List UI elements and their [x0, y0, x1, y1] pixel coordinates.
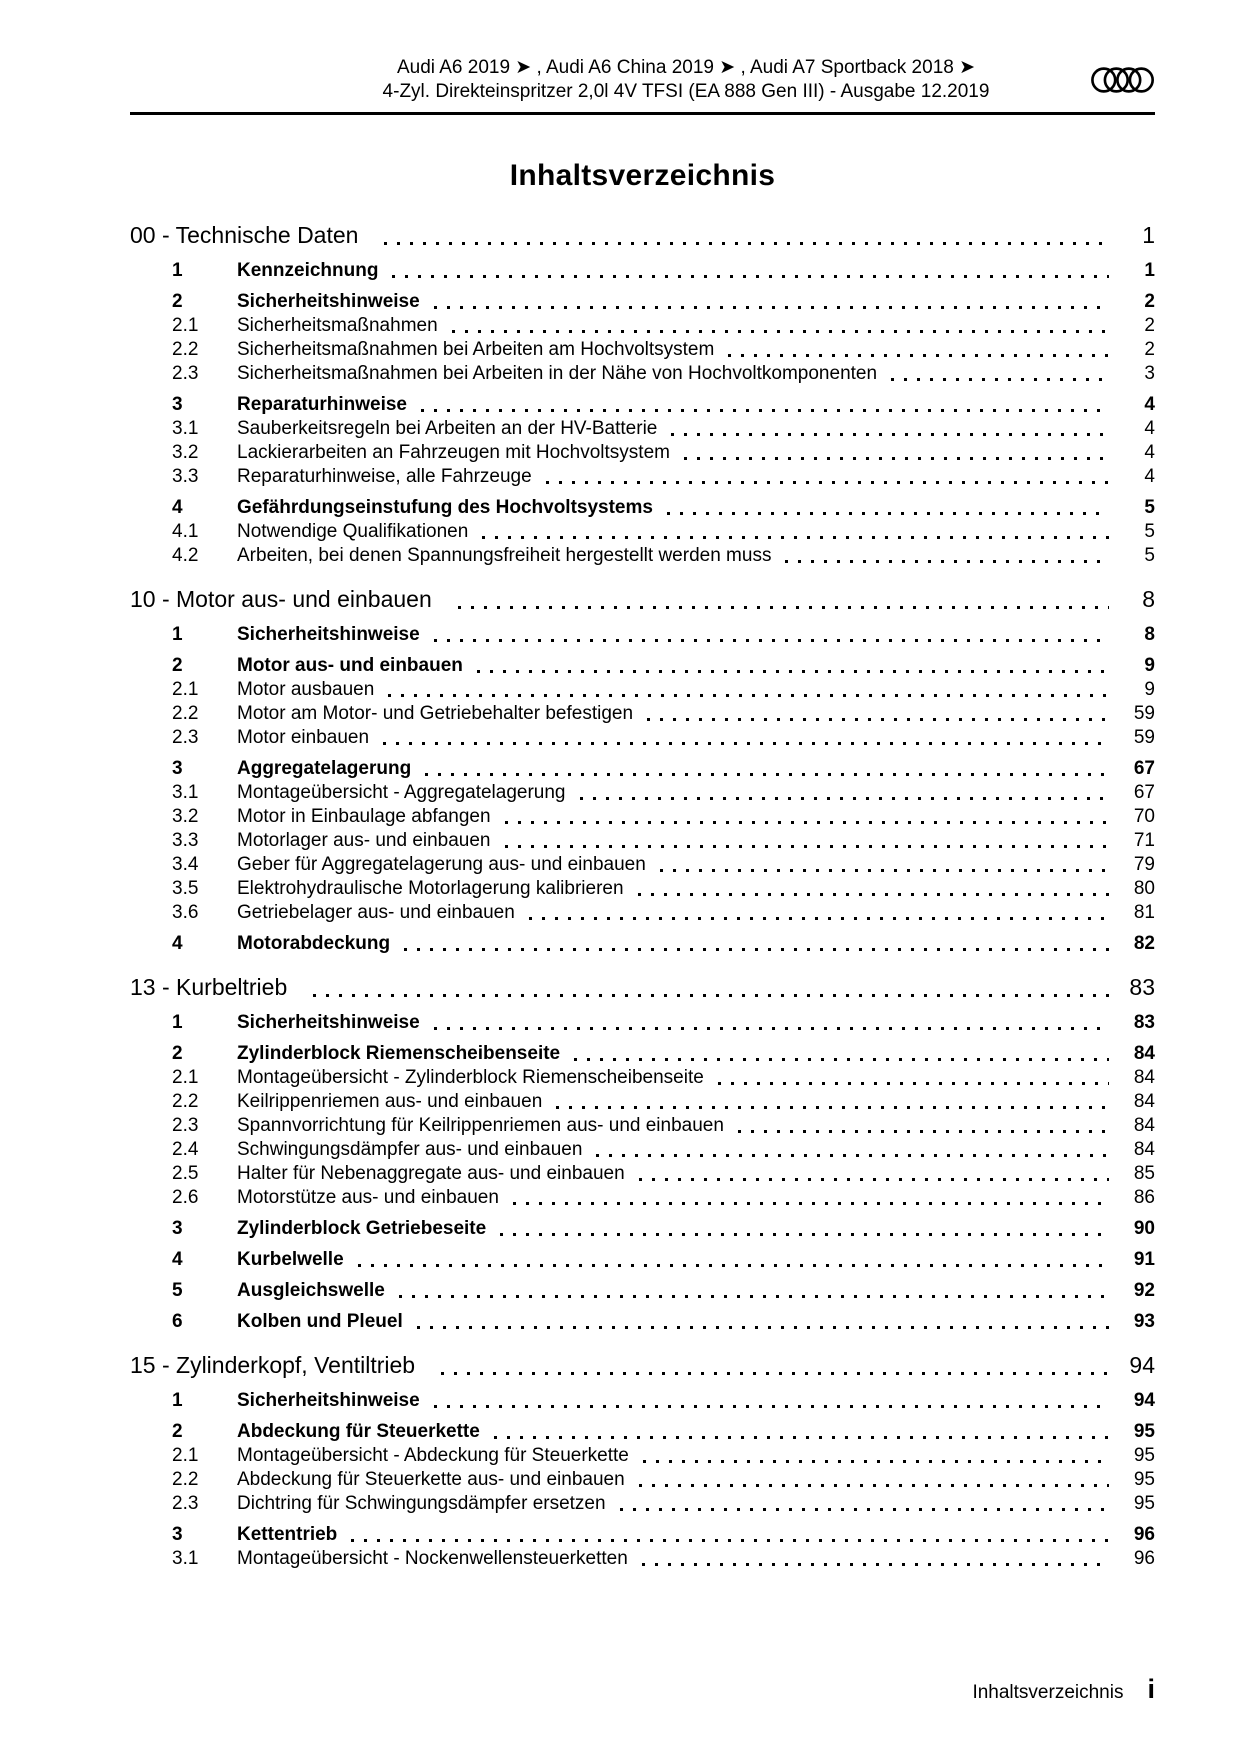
toc-entry-row [130, 1138, 1155, 1162]
dot-leader [441, 1372, 1109, 1376]
entry-page-number: 71 [1133, 830, 1155, 851]
chapter-page-number: 83 [1129, 974, 1155, 1000]
entry-page-number: 86 [1133, 1187, 1155, 1208]
entry-number: 2.6 [172, 1187, 199, 1208]
entry-title: Notwendige Qualifikationen [237, 521, 469, 542]
entry-number: 2.1 [172, 315, 199, 336]
toc-entry-row [130, 901, 1155, 925]
toc [130, 219, 1155, 1571]
toc-entry-row [130, 1011, 1155, 1035]
toc-entry-row [130, 1492, 1155, 1516]
page-footer [130, 1676, 1155, 1704]
entry-title: Montageübersicht - Nockenwellensteuerketten [237, 1548, 628, 1569]
entry-title: Motor in Einbaulage abfangen [237, 806, 491, 827]
entry-title: Schwingungsdämpfer aus- und einbauen [237, 1139, 583, 1160]
entry-number: 4.2 [172, 545, 199, 566]
chapter-block [130, 219, 1155, 568]
entry-title: Zylinderblock Riemenscheibenseite [237, 1043, 561, 1064]
entry-page-number: 9 [1144, 679, 1155, 700]
entry-number: 3.3 [172, 830, 199, 851]
dot-leader [313, 994, 1109, 998]
dot-leader [642, 1563, 1109, 1566]
dot-leader [482, 536, 1109, 539]
entry-number: 3.6 [172, 902, 199, 923]
toc-entry-row [130, 1042, 1155, 1066]
entry-page-number: 80 [1133, 878, 1155, 899]
dot-leader [620, 1508, 1109, 1511]
entry-number: 3.2 [172, 442, 199, 463]
entry-number: 2.2 [172, 339, 199, 360]
entry-title: Gefährdungseinstufung des Hochvoltsystems [237, 497, 653, 518]
entry-title: Motorabdeckung [237, 933, 391, 954]
toc-entry-row [130, 1162, 1155, 1186]
entry-number: 2 [172, 1043, 183, 1064]
entry-number: 3.4 [172, 854, 199, 875]
dot-leader [580, 797, 1109, 800]
dot-leader [639, 1178, 1109, 1181]
entry-number: 4 [172, 497, 183, 518]
entry-page-number: 85 [1133, 1163, 1155, 1184]
chapter-block [130, 971, 1155, 1334]
chapter-label: 00 - Technische Daten [130, 222, 359, 248]
entry-page-number: 59 [1133, 703, 1155, 724]
toc-entry-row [130, 362, 1155, 386]
entry-title: Abdeckung für Steuerkette [237, 1421, 480, 1442]
toc-entry-row [130, 1389, 1155, 1413]
entry-page-number: 96 [1133, 1548, 1155, 1569]
entry-number: 3.1 [172, 1548, 199, 1569]
header-divider [130, 112, 1155, 115]
entry-page-number: 2 [1144, 339, 1155, 360]
page-title: Inhaltsverzeichnis [509, 159, 776, 192]
entry-page-number: 95 [1133, 1421, 1155, 1442]
toc-entry-row [130, 678, 1155, 702]
entry-title: Reparaturhinweise, alle Fahrzeuge [237, 466, 532, 487]
dot-leader [647, 718, 1109, 721]
entry-page-number: 5 [1144, 545, 1155, 566]
entry-page-number: 8 [1144, 624, 1155, 645]
entry-number: 3.3 [172, 466, 199, 487]
entry-title: Sicherheitsmaßnahmen bei Arbeiten am Hochvoltsystem [237, 339, 715, 360]
entry-number: 3 [172, 758, 183, 779]
entry-title: Ausgleichswelle [237, 1280, 385, 1301]
dot-leader [718, 1082, 1109, 1085]
dot-leader [383, 742, 1109, 745]
toc-entry-row [130, 1186, 1155, 1210]
entry-page-number: 96 [1133, 1524, 1155, 1545]
toc-entry-row [130, 781, 1155, 805]
entry-page-number: 82 [1133, 933, 1155, 954]
toc-entry-row [130, 1444, 1155, 1468]
entry-number: 1 [172, 260, 183, 281]
entry-title: Reparaturhinweise [237, 394, 407, 415]
chapter-block [130, 583, 1155, 956]
entry-title: Abdeckung für Steuerkette aus- und einbauen [237, 1469, 625, 1490]
toc-entry-row [130, 1066, 1155, 1090]
dot-leader [529, 917, 1109, 920]
entry-number: 2 [172, 655, 183, 676]
toc-entry-row [130, 829, 1155, 853]
dot-leader [639, 1484, 1109, 1487]
entry-page-number: 3 [1144, 363, 1155, 384]
dot-leader [638, 893, 1109, 896]
entry-page-number: 84 [1133, 1043, 1155, 1064]
entry-page-number: 70 [1133, 806, 1155, 827]
entry-number: 2.3 [172, 1493, 199, 1514]
entry-title: Kettentrieb [237, 1524, 338, 1545]
toc-entry-row [130, 1523, 1155, 1547]
audi-rings-logo [1091, 66, 1155, 99]
dot-leader [513, 1202, 1109, 1205]
entry-title: Sicherheitshinweise [237, 291, 420, 312]
entry-page-number: 90 [1133, 1218, 1155, 1239]
entry-title: Aggregatelagerung [237, 758, 412, 779]
toc-entry-row [130, 1547, 1155, 1571]
dot-leader [384, 242, 1109, 246]
toc-entry-row [130, 853, 1155, 877]
toc-entry-row [130, 496, 1155, 520]
entry-number: 6 [172, 1311, 183, 1332]
entry-title: Montageübersicht - Abdeckung für Steuerkette [237, 1445, 629, 1466]
chapter-label: 13 - Kurbeltrieb [130, 974, 288, 1000]
chapter-label: 15 - Zylinderkopf, Ventiltrieb [130, 1352, 416, 1378]
dot-leader [425, 773, 1109, 776]
entry-page-number: 84 [1133, 1139, 1155, 1160]
entry-page-number: 2 [1144, 291, 1155, 312]
toc-entry-row [130, 417, 1155, 441]
entry-page-number: 5 [1144, 497, 1155, 518]
entry-page-number: 5 [1144, 521, 1155, 542]
dot-leader [417, 1326, 1109, 1329]
entry-title: Lackierarbeiten an Fahrzeugen mit Hochvoltsystem [237, 442, 670, 463]
dot-leader [556, 1106, 1109, 1109]
dot-leader [452, 330, 1109, 333]
dot-leader [399, 1295, 1109, 1298]
entry-page-number: 83 [1133, 1012, 1155, 1033]
dot-leader [738, 1130, 1109, 1133]
entry-number: 4 [172, 1249, 183, 1270]
entry-page-number: 95 [1133, 1445, 1155, 1466]
entry-number: 3.1 [172, 418, 199, 439]
entry-title: Halter für Nebenaggregate aus- und einbauen [237, 1163, 625, 1184]
dot-leader [671, 433, 1109, 436]
entry-title: Arbeiten, bei denen Spannungsfreiheit hergestellt werden muss [237, 545, 772, 566]
dot-leader [643, 1460, 1109, 1463]
dot-leader [660, 869, 1109, 872]
entry-number: 5 [172, 1280, 183, 1301]
header-engine-line: 4-Zyl. Direkteinspritzer 2,0l 4V TFSI (EA 888 Gen III) - Ausgabe 12.2019 [382, 81, 990, 102]
toc-entry-row [130, 259, 1155, 283]
chapter-block [130, 1349, 1155, 1571]
entry-page-number: 4 [1144, 394, 1155, 415]
entry-page-number: 84 [1133, 1091, 1155, 1112]
entry-title: Motorlager aus- und einbauen [237, 830, 491, 851]
entry-page-number: 4 [1144, 466, 1155, 487]
entry-title: Getriebelager aus- und einbauen [237, 902, 515, 923]
dot-leader [505, 845, 1109, 848]
entry-page-number: 79 [1133, 854, 1155, 875]
dot-leader [785, 560, 1109, 563]
toc-entry-row [130, 877, 1155, 901]
entry-number: 4 [172, 933, 183, 954]
entry-number: 2.3 [172, 363, 199, 384]
toc-entry-row [130, 757, 1155, 781]
entry-title: Kolben und Pleuel [237, 1311, 403, 1332]
toc-entry-row [130, 1420, 1155, 1444]
chapter-row [130, 971, 1155, 1004]
page-header [130, 56, 1155, 104]
entry-number: 1 [172, 1390, 183, 1411]
dot-leader [728, 354, 1109, 357]
entry-number: 3.1 [172, 782, 199, 803]
footer-page-number: i [1147, 1674, 1155, 1704]
entry-number: 3.2 [172, 806, 199, 827]
toc-entry-row [130, 623, 1155, 647]
toc-entry-row [130, 544, 1155, 568]
dot-leader [494, 1436, 1109, 1439]
toc-entry-row [130, 290, 1155, 314]
entry-number: 2.4 [172, 1139, 199, 1160]
dot-leader [500, 1233, 1109, 1236]
entry-title: Motor aus- und einbauen [237, 655, 463, 676]
dot-leader [434, 306, 1109, 309]
entry-page-number: 95 [1133, 1469, 1155, 1490]
entry-page-number: 95 [1133, 1493, 1155, 1514]
entry-title: Kennzeichnung [237, 260, 379, 281]
chapter-label: 10 - Motor aus- und einbauen [130, 586, 432, 612]
entry-title: Sicherheitshinweise [237, 1390, 420, 1411]
toc-entry-row [130, 1468, 1155, 1492]
entry-page-number: 1 [1144, 260, 1155, 281]
entry-title: Motor ausbauen [237, 679, 375, 700]
entry-title: Sauberkeitsregeln bei Arbeiten an der HV-Batterie [237, 418, 658, 439]
chapter-row [130, 1349, 1155, 1382]
entry-title: Keilrippenriemen aus- und einbauen [237, 1091, 543, 1112]
entry-title: Motor einbauen [237, 727, 370, 748]
entry-page-number: 4 [1144, 418, 1155, 439]
entry-page-number: 91 [1133, 1249, 1155, 1270]
entry-number: 2 [172, 291, 183, 312]
header-model-line: Audi A6 2019 ➤ , Audi A6 China 2019 ➤ , Audi A7 Sportback 2018 ➤ [396, 57, 976, 78]
entry-page-number: 81 [1133, 902, 1155, 923]
entry-title: Sicherheitshinweise [237, 624, 420, 645]
entry-number: 2 [172, 1421, 183, 1442]
dot-leader [477, 670, 1109, 673]
entry-title: Motor am Motor- und Getriebehalter befestigen [237, 703, 634, 724]
toc-entry-row [130, 1114, 1155, 1138]
dot-leader [546, 481, 1109, 484]
chapter-page-number: 1 [1142, 222, 1155, 248]
entry-page-number: 4 [1144, 442, 1155, 463]
entry-page-number: 93 [1133, 1311, 1155, 1332]
entry-title: Dichtring für Schwingungsdämpfer ersetzen [237, 1493, 606, 1514]
toc-entry-row [130, 805, 1155, 829]
chapter-row [130, 219, 1155, 252]
dot-leader [596, 1154, 1109, 1157]
entry-number: 3 [172, 394, 183, 415]
entry-number: 2.1 [172, 679, 199, 700]
dot-leader [351, 1539, 1109, 1542]
entry-page-number: 2 [1144, 315, 1155, 336]
chapter-row [130, 583, 1155, 616]
entry-number: 2.2 [172, 703, 199, 724]
header-text [130, 56, 1077, 104]
entry-number: 2.3 [172, 727, 199, 748]
footer-label: Inhaltsverzeichnis [972, 1682, 1124, 1703]
dot-leader [404, 948, 1109, 951]
toc-entry-row [130, 1248, 1155, 1272]
entry-number: 3.5 [172, 878, 199, 899]
entry-number: 3 [172, 1524, 183, 1545]
entry-title: Sicherheitshinweise [237, 1012, 420, 1033]
entry-number: 1 [172, 624, 183, 645]
toc-entry-row [130, 702, 1155, 726]
toc-entry-row [130, 932, 1155, 956]
entry-title: Kurbelwelle [237, 1249, 344, 1270]
entry-title: Sicherheitsmaßnahmen [237, 315, 438, 336]
toc-entry-row [130, 1310, 1155, 1334]
dot-leader [891, 378, 1109, 381]
entry-page-number: 84 [1133, 1067, 1155, 1088]
entry-title: Sicherheitsmaßnahmen bei Arbeiten in der Nähe von Hochvoltkomponenten [237, 363, 878, 384]
entry-page-number: 92 [1133, 1280, 1155, 1301]
dot-leader [458, 606, 1109, 610]
toc-entry-row [130, 314, 1155, 338]
entry-number: 2.1 [172, 1067, 199, 1088]
toc-entry-row [130, 520, 1155, 544]
dot-leader [358, 1264, 1109, 1267]
entry-number: 2.5 [172, 1163, 199, 1184]
entry-page-number: 59 [1133, 727, 1155, 748]
dot-leader [574, 1058, 1109, 1061]
entry-title: Zylinderblock Getriebeseite [237, 1218, 487, 1239]
entry-title: Geber für Aggregatelagerung aus- und einbauen [237, 854, 646, 875]
entry-title: Elektrohydraulische Motorlagerung kalibrieren [237, 878, 624, 899]
dot-leader [388, 694, 1109, 697]
entry-number: 4.1 [172, 521, 199, 542]
dot-leader [421, 409, 1109, 412]
toc-entry-row [130, 393, 1155, 417]
entry-number: 1 [172, 1012, 183, 1033]
entry-number: 2.3 [172, 1115, 199, 1136]
toc-entry-row [130, 654, 1155, 678]
toc-entry-row [130, 1217, 1155, 1241]
entry-page-number: 84 [1133, 1115, 1155, 1136]
entry-page-number: 9 [1144, 655, 1155, 676]
entry-page-number: 94 [1133, 1390, 1155, 1411]
entry-number: 2.1 [172, 1445, 199, 1466]
entry-page-number: 67 [1133, 758, 1155, 779]
dot-leader [667, 512, 1109, 515]
dot-leader [505, 821, 1109, 824]
toc-entry-row [130, 726, 1155, 750]
entry-number: 2.2 [172, 1091, 199, 1112]
entry-title: Montageübersicht - Aggregatelagerung [237, 782, 566, 803]
entry-number: 2.2 [172, 1469, 199, 1490]
entry-title: Motorstütze aus- und einbauen [237, 1187, 499, 1208]
toc-entry-row [130, 465, 1155, 489]
chapter-page-number: 8 [1142, 586, 1155, 612]
entry-page-number: 67 [1133, 782, 1155, 803]
toc-entry-row [130, 1090, 1155, 1114]
dot-leader [684, 457, 1109, 460]
toc-entry-row [130, 1279, 1155, 1303]
dot-leader [392, 275, 1109, 278]
toc-entry-row [130, 441, 1155, 465]
dot-leader [434, 1027, 1109, 1030]
entry-title: Montageübersicht - Zylinderblock Riemenscheibenseite [237, 1067, 704, 1088]
chapter-page-number: 94 [1129, 1352, 1155, 1378]
entry-number: 3 [172, 1218, 183, 1239]
dot-leader [434, 1405, 1109, 1408]
toc-entry-row [130, 338, 1155, 362]
entry-title: Spannvorrichtung für Keilrippenriemen aus- und einbauen [237, 1115, 724, 1136]
dot-leader [434, 639, 1109, 642]
